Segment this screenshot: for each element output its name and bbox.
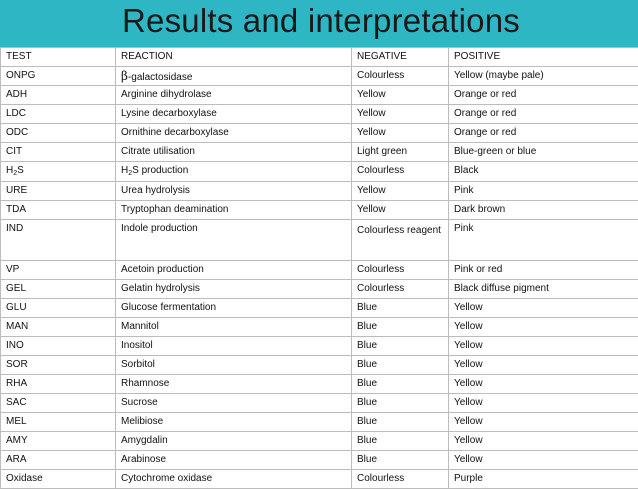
cell-test: VP bbox=[1, 261, 116, 280]
cell-reaction: Urea hydrolysis bbox=[116, 182, 352, 201]
cell-test: GEL bbox=[1, 280, 116, 299]
cell-positive: Black diffuse pigment bbox=[449, 280, 638, 299]
cell-positive: Yellow bbox=[449, 432, 638, 451]
cell-reaction: Amygdalin bbox=[116, 432, 352, 451]
cell-test: CIT bbox=[1, 143, 116, 162]
cell-test: ONPG bbox=[1, 67, 116, 86]
cell-reaction bbox=[116, 162, 352, 182]
cell-test: MAN bbox=[1, 318, 116, 337]
cell-negative: Colourless bbox=[352, 67, 449, 86]
cell-negative: Light green bbox=[352, 143, 449, 162]
cell-test: Oxidase bbox=[1, 470, 116, 489]
cell-negative: Yellow bbox=[352, 124, 449, 143]
cell-negative: Colourless bbox=[352, 261, 449, 280]
cell-test: GLU bbox=[1, 299, 116, 318]
cell-reaction: Cytochrome oxidase bbox=[116, 470, 352, 489]
cell-reaction: Acetoin production bbox=[116, 261, 352, 280]
cell-reaction: Sorbitol bbox=[116, 356, 352, 375]
cell-negative: Blue bbox=[352, 356, 449, 375]
h2s-h: H bbox=[6, 165, 13, 176]
cell-negative: Colourless bbox=[352, 162, 449, 182]
cell-positive: Pink bbox=[449, 220, 638, 261]
cell-test: ADH bbox=[1, 86, 116, 105]
table-row bbox=[1, 261, 638, 280]
cell-test: MEL bbox=[1, 413, 116, 432]
cell-negative: Blue bbox=[352, 318, 449, 337]
table-row bbox=[1, 143, 638, 162]
cell-reaction: Tryptophan deamination bbox=[116, 201, 352, 220]
cell-test: URE bbox=[1, 182, 116, 201]
cell-test: INO bbox=[1, 337, 116, 356]
cell-negative: Blue bbox=[352, 337, 449, 356]
cell-reaction: Inositol bbox=[116, 337, 352, 356]
cell-test: LDC bbox=[1, 105, 116, 124]
cell-positive: Orange or red bbox=[449, 124, 638, 143]
cell-reaction: Melibiose bbox=[116, 413, 352, 432]
cell-reaction: Arabinose bbox=[116, 451, 352, 470]
cell-reaction: Indole production bbox=[116, 220, 352, 261]
table-row bbox=[1, 162, 638, 182]
table-row bbox=[1, 105, 638, 124]
header-test: TEST bbox=[1, 48, 116, 67]
beta-symbol: β bbox=[121, 69, 128, 83]
cell-test: AMY bbox=[1, 432, 116, 451]
cell-positive: Blue-green or blue bbox=[449, 143, 638, 162]
cell-positive: Yellow bbox=[449, 451, 638, 470]
cell-negative: Colourless bbox=[352, 280, 449, 299]
cell-positive: Yellow bbox=[449, 299, 638, 318]
cell-reaction: Gelatin hydrolysis bbox=[116, 280, 352, 299]
cell-test: ODC bbox=[1, 124, 116, 143]
header-positive: POSITIVE bbox=[449, 48, 638, 67]
table-row bbox=[1, 337, 638, 356]
cell-reaction: Lysine decarboxylase bbox=[116, 105, 352, 124]
results-table bbox=[0, 47, 638, 489]
cell-reaction: Rhamnose bbox=[116, 375, 352, 394]
cell-negative: Yellow bbox=[352, 105, 449, 124]
header-negative: NEGATIVE bbox=[352, 48, 449, 67]
cell-test: ARA bbox=[1, 451, 116, 470]
header-reaction: REACTION bbox=[116, 48, 352, 67]
results-table-container bbox=[0, 47, 638, 489]
table-row bbox=[1, 280, 638, 299]
table-row bbox=[1, 356, 638, 375]
h2s-s: S bbox=[17, 165, 24, 176]
table-row bbox=[1, 299, 638, 318]
table-row bbox=[1, 432, 638, 451]
title-band bbox=[0, 0, 638, 47]
cell-test: SAC bbox=[1, 394, 116, 413]
table-row bbox=[1, 220, 638, 261]
reaction-text: -galactosidase bbox=[128, 72, 192, 83]
cell-test: SOR bbox=[1, 356, 116, 375]
cell-reaction bbox=[116, 67, 352, 86]
cell-test bbox=[1, 162, 116, 182]
table-row bbox=[1, 394, 638, 413]
table-row bbox=[1, 318, 638, 337]
cell-negative: Blue bbox=[352, 413, 449, 432]
cell-reaction: Citrate utilisation bbox=[116, 143, 352, 162]
cell-negative: Blue bbox=[352, 375, 449, 394]
cell-positive: Yellow (maybe pale) bbox=[449, 67, 638, 86]
cell-positive: Yellow bbox=[449, 413, 638, 432]
table-row bbox=[1, 451, 638, 470]
cell-positive: Pink or red bbox=[449, 261, 638, 280]
cell-reaction: Sucrose bbox=[116, 394, 352, 413]
table-row bbox=[1, 124, 638, 143]
page-title: Results and interpretations bbox=[122, 2, 520, 40]
cell-positive: Pink bbox=[449, 182, 638, 201]
cell-test: IND bbox=[1, 220, 116, 261]
cell-negative: Blue bbox=[352, 394, 449, 413]
cell-positive: Black bbox=[449, 162, 638, 182]
cell-positive: Dark brown bbox=[449, 201, 638, 220]
reaction-text: S production bbox=[132, 165, 188, 176]
h2s-subscript: 2 bbox=[13, 170, 17, 177]
table-row bbox=[1, 201, 638, 220]
reaction-h: H bbox=[121, 165, 128, 176]
cell-positive: Purple bbox=[449, 470, 638, 489]
cell-negative: Colourless reagent bbox=[352, 220, 449, 261]
table-row bbox=[1, 413, 638, 432]
cell-positive: Orange or red bbox=[449, 105, 638, 124]
table-row bbox=[1, 86, 638, 105]
cell-negative: Yellow bbox=[352, 182, 449, 201]
cell-positive: Yellow bbox=[449, 337, 638, 356]
cell-negative: Blue bbox=[352, 299, 449, 318]
cell-reaction: Ornithine decarboxylase bbox=[116, 124, 352, 143]
table-row bbox=[1, 470, 638, 489]
table-header-row bbox=[1, 48, 638, 67]
cell-negative: Yellow bbox=[352, 201, 449, 220]
cell-negative: Blue bbox=[352, 451, 449, 470]
cell-reaction: Arginine dihydrolase bbox=[116, 86, 352, 105]
cell-positive: Yellow bbox=[449, 375, 638, 394]
cell-reaction: Glucose fermentation bbox=[116, 299, 352, 318]
table-row bbox=[1, 375, 638, 394]
cell-test: RHA bbox=[1, 375, 116, 394]
cell-positive: Yellow bbox=[449, 356, 638, 375]
cell-positive: Orange or red bbox=[449, 86, 638, 105]
reaction-subscript: 2 bbox=[128, 170, 132, 177]
cell-positive: Yellow bbox=[449, 394, 638, 413]
cell-negative: Yellow bbox=[352, 86, 449, 105]
cell-positive: Yellow bbox=[449, 318, 638, 337]
cell-negative: Colourless bbox=[352, 470, 449, 489]
table-row bbox=[1, 182, 638, 201]
cell-negative: Blue bbox=[352, 432, 449, 451]
cell-test: TDA bbox=[1, 201, 116, 220]
cell-reaction: Mannitol bbox=[116, 318, 352, 337]
table-row bbox=[1, 67, 638, 86]
